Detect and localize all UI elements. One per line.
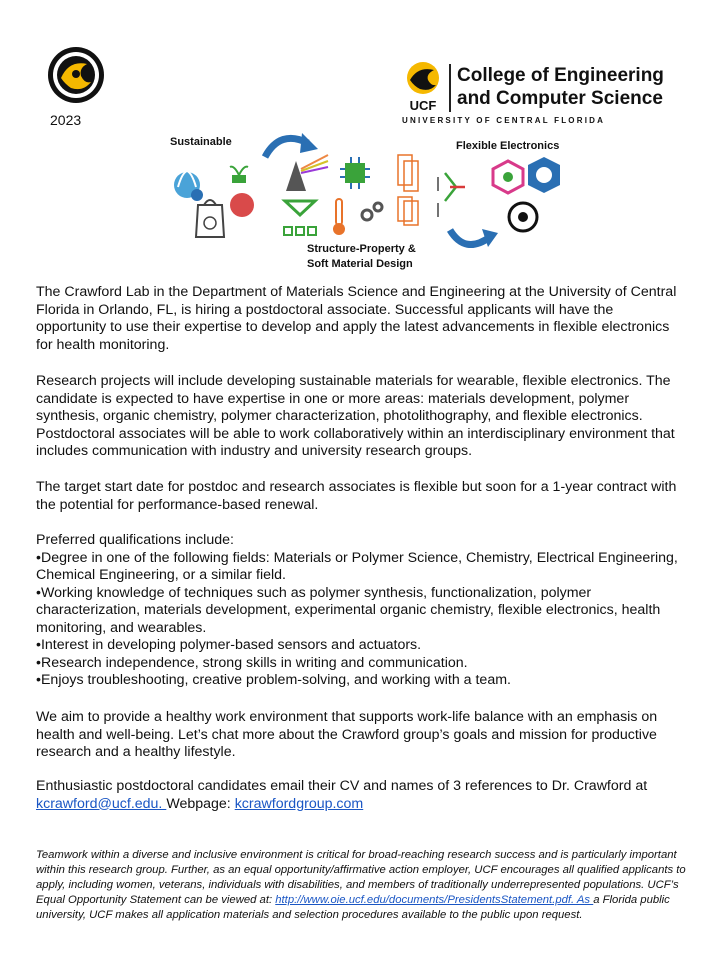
university-name: UNIVERSITY OF CENTRAL FLORIDA xyxy=(402,116,606,125)
work-environment-paragraph: We aim to provide a healthy work environment that supports work-life balance with an emphasis on health and well-being. Let’s chat more about the Crawford group’s goals and mission for productive research and a healthy lifestyle. xyxy=(36,709,658,760)
cycle-icon xyxy=(509,203,537,231)
qualification-item: •Enjoys troubleshooting, creative problem-solving, and working with a team. xyxy=(36,672,511,688)
chip-icon xyxy=(340,157,370,189)
label-structure-property xyxy=(307,242,416,272)
college-title-line1: College of Engineering xyxy=(457,65,664,86)
qualifications-heading: Preferred qualifications include: xyxy=(36,532,234,548)
eo-statement-link[interactable]: http://www.oie.ucf.edu/documents/PresidentsStatement.pdf. As xyxy=(275,894,594,906)
webpage-label: Webpage: xyxy=(166,795,235,812)
research-paragraph: Research projects will include developing sustainable materials for wearable, flexible electronics. The candidate is expected to have expertise in one or more areas: materials development, polymer synthesis, organic chemistry, polymer characterization, photolithography, and flexible electronics. Postdoctoral associates will be able to work collaboratively within an interdisciplinary environment that includes communication with industry and university research groups. xyxy=(36,373,675,459)
contact-text: Enthusiastic postdoctoral candidates email their CV and names of 3 references to Dr. Crawford at xyxy=(36,778,648,794)
college-title-line2: and Computer Science xyxy=(457,88,663,109)
recycle-bag-icon xyxy=(196,200,224,237)
qualification-item: •Research independence, strong skills in writing and communication. xyxy=(36,654,468,671)
wearable-hex-icon xyxy=(528,157,560,193)
qualifications-list xyxy=(36,532,686,690)
contact-paragraph xyxy=(36,778,686,813)
arrowhead-top-icon xyxy=(300,133,318,153)
y-junction-icon xyxy=(445,173,465,201)
plant-icon xyxy=(230,167,254,217)
ucf-logo-text: UCF xyxy=(409,98,437,112)
year-label: 2023 xyxy=(50,112,82,128)
qualification-item: •Working knowledge of techniques such as polymer synthesis, functionalization, polymer characterization, materials development, experimental organic chemistry, flexible electronics, health monitoring, and wearables. xyxy=(36,584,661,636)
qualification-item: •Interest in developing polymer-based sensors and actuators. xyxy=(36,637,422,653)
thermometer-icon xyxy=(333,199,345,235)
label-flexible-electronics: Flexible Electronics xyxy=(456,140,560,152)
equal-opportunity-statement xyxy=(36,848,688,923)
label-structure-line2: Soft Material Design xyxy=(307,258,413,270)
qualification-item: •Degree in one of the following fields: Materials or Polymer Science, Chemistry, Electrical Engineering, Chemical Engineering, or a similar field. xyxy=(36,549,678,583)
ucf-pegasus-logo-icon xyxy=(400,60,446,112)
ucf-seal-icon xyxy=(47,46,105,104)
header-divider xyxy=(449,64,451,112)
flexible-sensor-icon xyxy=(493,161,523,193)
webpage-link[interactable]: kcrawfordgroup.com xyxy=(234,795,364,812)
prism-icon xyxy=(286,155,328,191)
footer-text-after: a Florida public university, UCF makes all application materials and selection procedures available to the public upon request. xyxy=(36,894,670,921)
filter-green-icon xyxy=(284,201,316,235)
email-link[interactable]: kcrawford@ucf.edu. xyxy=(36,795,167,812)
intro-paragraph: The Crawford Lab in the Department of Materials Science and Engineering at the University of Central Florida in Orlando, FL, is hiring a postdoctoral associate. Successful applicants will have the opportunity to use their expertise to develop and apply the latest advancements in flexible electronics for health monitoring. xyxy=(36,284,677,353)
college-title xyxy=(457,64,664,110)
start-date-paragraph: The target start date for postdoc and research associates is flexible but soon for a 1-year contract with the potential for performance-based renewal. xyxy=(36,479,677,513)
footer-text: Teamwork within a diverse and inclusive environment is critical for broad-reaching research success and is particularly important within this research group. Further, as an equal opportunity/affirmative action employer, UCF encourages all qualified applicants to apply, including women, veterans, individuals with disabilities, and members of traditionally underrepresented populations. UCF’s Equal Opportunity Statement can be viewed at: xyxy=(36,849,686,906)
label-structure-line1: Structure-Property & xyxy=(307,243,416,255)
water-drop-icon xyxy=(174,171,203,201)
gears-icon xyxy=(362,203,382,220)
molecule-structure-icon xyxy=(398,155,418,225)
label-sustainable: Sustainable xyxy=(170,136,232,148)
